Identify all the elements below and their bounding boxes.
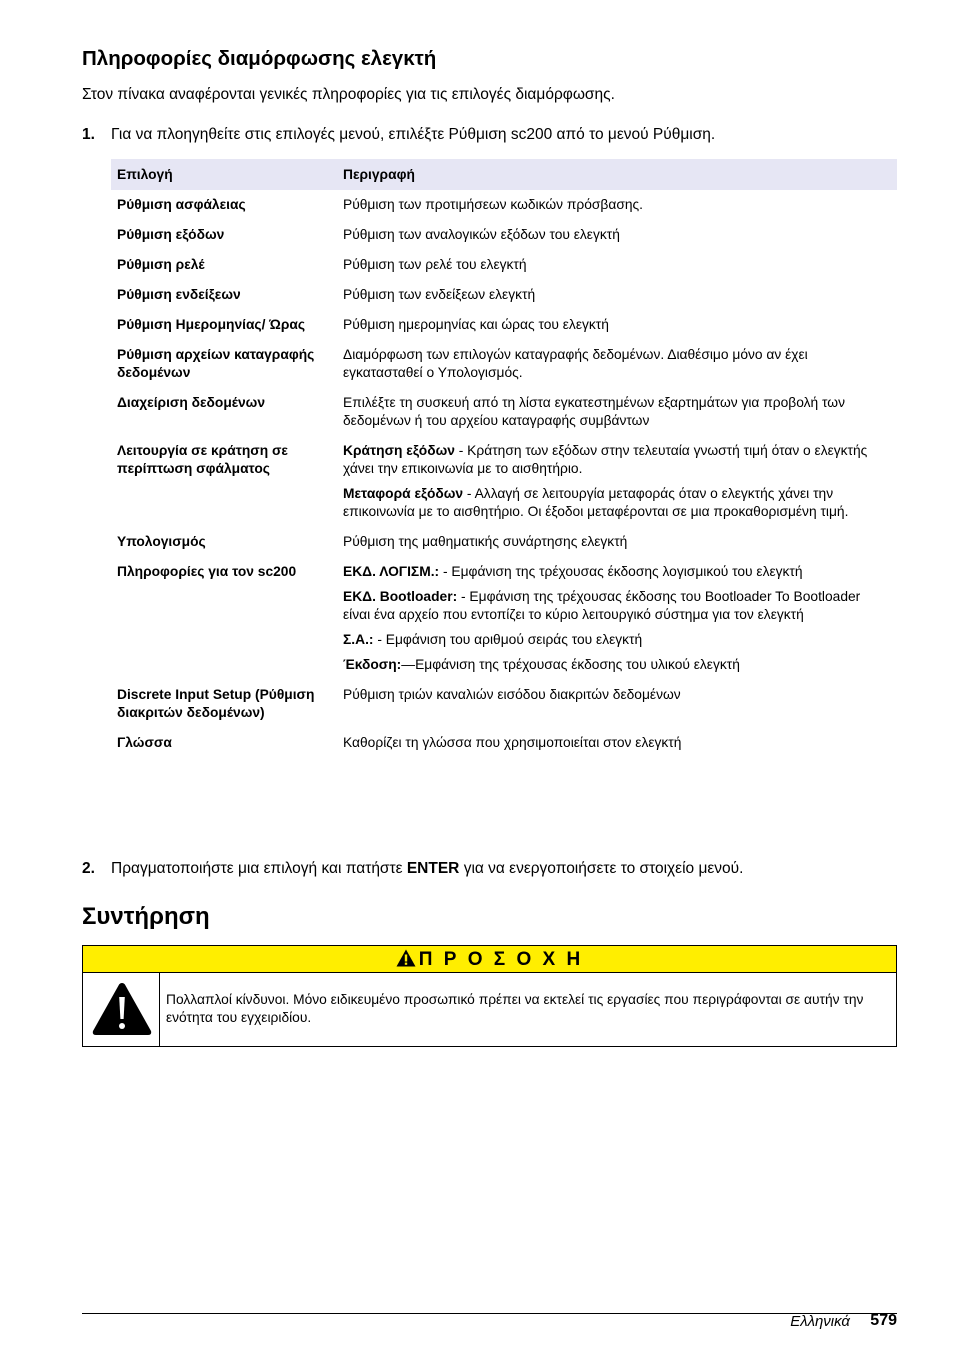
table-row xyxy=(111,388,897,436)
option-description xyxy=(337,728,897,758)
section-title-controller-config: Πληροφορίες διαμόρφωσης ελεγκτή xyxy=(82,47,437,70)
caution-label: Π Ρ Ο Σ Ο Χ Η xyxy=(418,949,584,970)
table-row xyxy=(111,557,897,680)
step-text-after: για να ενεργοποιήσετε το στοιχείο μενού. xyxy=(459,860,744,877)
table-row xyxy=(111,280,897,310)
page-number: 579 xyxy=(870,1312,897,1329)
description-text: Διαμόρφωση των επιλογών καταγραφής δεδομένων. Διαθέσιμο μόνο αν έχει εγκατασταθεί ο Υπολογισμός. xyxy=(343,347,808,380)
option-description xyxy=(337,280,897,310)
caution-message: Πολλαπλοί κίνδυνοι. Μόνο ειδικευμένο προσωπικό πρέπει να εκτελεί τις εργασίες που περιγράφονται σε αυτήν την ενότητα του εγχειριδίου. xyxy=(166,992,864,1025)
description-item xyxy=(343,563,891,581)
description-text: - Εμφάνιση του αριθμού σειράς του ελεγκτή xyxy=(373,632,643,647)
option-name: Λειτουργία σε κράτηση σε περίπτωση σφάλματος xyxy=(117,443,288,476)
description-item xyxy=(343,631,891,649)
description-item xyxy=(343,442,891,478)
option-description xyxy=(337,557,897,680)
option-name: Γλώσσα xyxy=(117,735,172,750)
option-description xyxy=(337,340,897,388)
description-text: Ρύθμιση ημερομηνίας και ώρας του ελεγκτή xyxy=(343,317,609,332)
step-text-key: ENTER xyxy=(406,860,460,877)
footer-language: Ελληνικά xyxy=(790,1313,850,1330)
table-row xyxy=(111,527,897,557)
description-term: ΕΚΔ. Bootloader: xyxy=(343,589,458,604)
description-text: Ρύθμιση τριών καναλιών εισόδου διακριτών δεδομένων xyxy=(343,687,681,702)
warning-triangle-icon xyxy=(396,949,416,967)
option-name: Διαχείριση δεδομένων xyxy=(117,395,265,410)
description-text: —Εμφάνιση της τρέχουσας έκδοσης του υλικού ελεγκτή xyxy=(401,657,740,672)
description-text: - Εμφάνιση της τρέχουσας έκδοσης του Bootloader To Bootloader είναι ένα αρχείο που εντοπίζει το κύριο λειτουργικό σύστημα για τον ελεγκτή xyxy=(343,589,861,622)
option-name: Ρύθμιση Ημερομηνίας/ Ώρας xyxy=(117,317,306,332)
table-row xyxy=(111,220,897,250)
description-text: Επιλέξτε τη συσκευή από τη λίστα εγκατεστημένων εξαρτημάτων για προβολή των δεδομένων ή του αρχείου καταγραφής συμβάντων xyxy=(343,395,845,428)
option-name: Ρύθμιση ενδείξεων xyxy=(117,287,241,302)
header-option: Επιλογή xyxy=(111,159,337,190)
table-row xyxy=(111,250,897,280)
description-text: Ρύθμιση των προτιμήσεων κωδικών πρόσβασης. xyxy=(343,197,643,212)
description-text: - Αλλαγή σε λειτουργία μεταφοράς όταν ο ελεγκτής χάνει την επικοινωνία με το αισθητήριο. Οι έξοδοι μεταφέρονται σε μια προκαθορισμένη τιμή. xyxy=(343,486,849,519)
description-text: - Εμφάνιση της τρέχουσας έκδοσης λογισμικού του ελεγκτή xyxy=(439,564,803,579)
description-text: Ρύθμιση της μαθηματικής συνάρτησης ελεγκτή xyxy=(343,534,628,549)
step-text xyxy=(111,860,743,878)
table-row xyxy=(111,680,897,728)
option-description xyxy=(337,680,897,728)
description-text: Ρύθμιση των αναλογικών εξόδων του ελεγκτή xyxy=(343,227,620,242)
description-item xyxy=(343,656,891,674)
description-term: ΕΚΔ. ΛΟΓΙΣΜ.: xyxy=(343,564,440,579)
step-text: Για να πλοηγηθείτε στις επιλογές μενού, επιλέξτε Ρύθμιση sc200 από το μενού Ρύθμιση. xyxy=(111,126,716,143)
description-term: Μεταφορά εξόδων xyxy=(343,486,464,501)
options-table-body xyxy=(111,190,897,758)
option-description xyxy=(337,310,897,340)
table-row xyxy=(111,728,897,758)
option-name: Υπολογισμός xyxy=(117,534,206,549)
option-description xyxy=(337,527,897,557)
description-term: Έκδοση: xyxy=(343,657,402,672)
warning-triangle-icon xyxy=(91,981,153,1037)
table-row xyxy=(111,310,897,340)
caution-icon-cell xyxy=(83,973,160,1046)
option-name: Πληροφορίες για τον sc200 xyxy=(117,564,297,579)
table-row xyxy=(111,436,897,527)
step-number: 2. xyxy=(82,860,95,877)
step-text-before: Πραγματοποιήστε μια επιλογή και πατήστε xyxy=(111,860,407,877)
description-term: Σ.Α.: xyxy=(343,632,374,647)
footer-divider xyxy=(82,1313,897,1314)
option-name: Ρύθμιση εξόδων xyxy=(117,227,225,242)
description-item xyxy=(343,588,891,624)
description-text: Καθορίζει τη γλώσσα που χρησιμοποιείται στον ελεγκτή xyxy=(343,735,682,750)
description-item xyxy=(343,485,891,521)
option-description xyxy=(337,250,897,280)
description-text: Ρύθμιση των ενδείξεων ελεγκτή xyxy=(343,287,536,302)
table-row xyxy=(111,340,897,388)
step-number: 1. xyxy=(82,126,95,143)
option-name: Ρύθμιση ασφάλειας xyxy=(117,197,246,212)
caution-box xyxy=(82,945,897,1047)
option-name: Ρύθμιση αρχείων καταγραφής δεδομένων xyxy=(117,347,315,380)
option-name: Ρύθμιση ρελέ xyxy=(117,257,205,272)
options-table xyxy=(111,159,897,758)
option-name: Discrete Input Setup (Ρύθμιση διακριτών δεδομένων) xyxy=(117,687,315,720)
header-description: Περιγραφή xyxy=(337,159,897,190)
intro-paragraph: Στον πίνακα αναφέρονται γενικές πληροφορίες για τις επιλογές διαμόρφωσης. xyxy=(82,86,615,103)
option-description xyxy=(337,220,897,250)
caution-header xyxy=(83,946,896,973)
table-header-row xyxy=(111,159,897,190)
option-description xyxy=(337,436,897,527)
option-description xyxy=(337,190,897,220)
section-title-maintenance: Συντήρηση xyxy=(82,903,210,930)
table-row xyxy=(111,190,897,220)
description-text: Ρύθμιση των ρελέ του ελεγκτή xyxy=(343,257,527,272)
option-description xyxy=(337,388,897,436)
description-term: Κράτηση εξόδων xyxy=(343,443,455,458)
description-text: - Κράτηση των εξόδων στην τελευταία γνωστή τιμή όταν ο ελεγκτής χάνει την επικοινωνία με το αισθητήριο. xyxy=(343,443,868,476)
